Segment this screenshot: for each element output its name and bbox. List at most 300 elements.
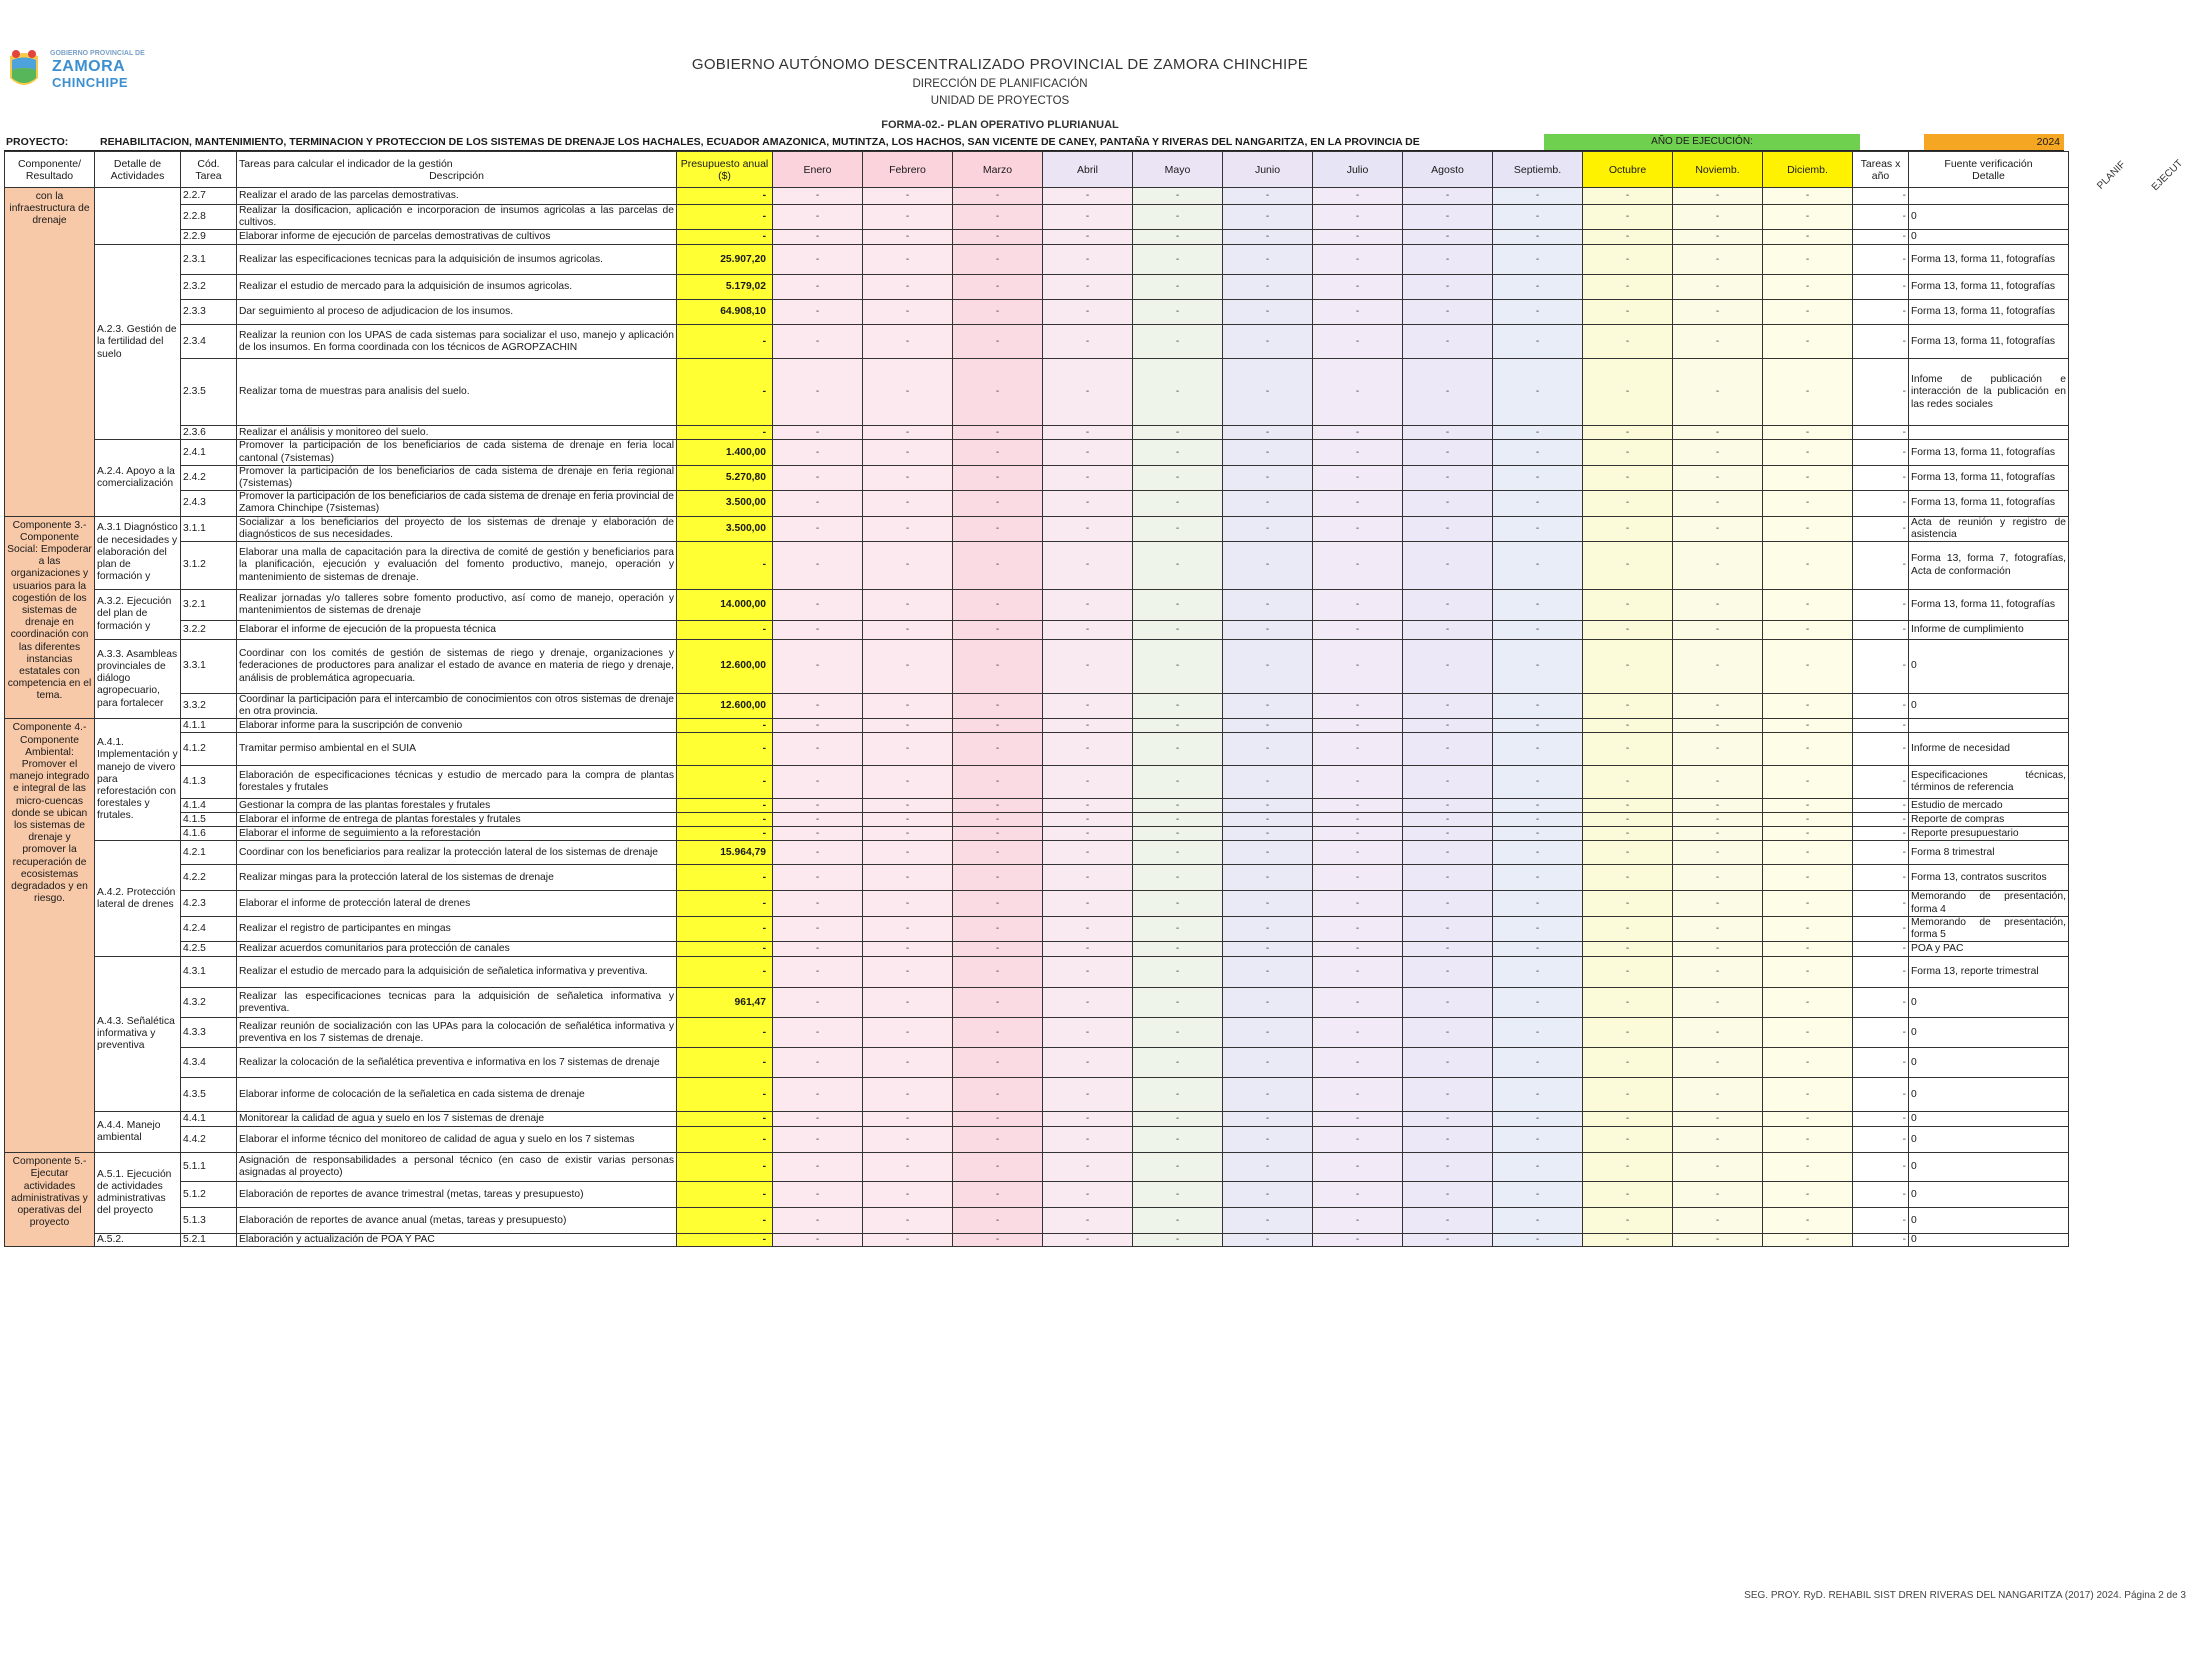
task-budget: - — [677, 188, 773, 205]
task-description: Realizar el análisis y monitoreo del suelo. — [237, 426, 677, 440]
task-code: 4.3.4 — [181, 1048, 237, 1078]
task-budget: 5.270,80 — [677, 465, 773, 490]
month-cell: - — [773, 813, 863, 827]
month-cell: - — [953, 988, 1043, 1018]
task-description: Realizar reunión de socialización con las UPAs para la colocación de señalética informativa y preventiva en los 7 sistemas de drenaje. — [237, 1018, 677, 1048]
verification-source: 0 — [1909, 205, 2069, 230]
activity-cell: A.3.3. Asambleas provinciales de diálogo agropecuario, para fortalecer — [95, 640, 181, 719]
month-cell: - — [863, 841, 953, 865]
month-cell: - — [1223, 988, 1313, 1018]
task-code: 2.2.7 — [181, 188, 237, 205]
verification-source: 0 — [1909, 1078, 2069, 1112]
col-tareas-title: Tareas para calcular el indicador de la gestión — [239, 157, 453, 170]
month-cell: - — [1673, 1234, 1763, 1247]
unit-subtitle: UNIDAD DE PROYECTOS — [930, 95, 1070, 107]
tasks-per-year: - — [1853, 916, 1909, 941]
month-cell: - — [1133, 300, 1223, 325]
tasks-per-year: - — [1853, 621, 1909, 640]
month-cell: - — [953, 1208, 1043, 1234]
col-month-4: Abril — [1043, 152, 1133, 188]
activity-cell: A.4.1. Implementación y manejo de vivero para reforestación con forestales y frutales. — [95, 719, 181, 841]
month-cell: - — [1223, 230, 1313, 245]
month-cell: - — [953, 891, 1043, 916]
task-description: Elaboración y actualización de POA Y PAC — [237, 1234, 677, 1247]
month-cell: - — [1763, 719, 1853, 733]
task-budget: 3.500,00 — [677, 491, 773, 516]
month-cell: - — [1493, 1234, 1583, 1247]
month-cell: - — [953, 957, 1043, 988]
task-budget: - — [677, 1182, 773, 1208]
month-cell: - — [1403, 1127, 1493, 1153]
month-cell: - — [1223, 440, 1313, 465]
month-cell: - — [1223, 465, 1313, 490]
col-month-11: Noviemb. — [1673, 152, 1763, 188]
month-cell: - — [863, 245, 953, 275]
month-cell: - — [953, 300, 1043, 325]
month-cell: - — [1763, 1153, 1853, 1182]
col-fuente-detalle: Detalle — [1972, 169, 2005, 182]
task-description: Realizar mingas para la protección lateral de los sistemas de drenaje — [237, 865, 677, 891]
month-cell: - — [1133, 957, 1223, 988]
month-cell: - — [773, 640, 863, 694]
month-cell: - — [1223, 188, 1313, 205]
month-cell: - — [953, 621, 1043, 640]
task-description: Elaboración de reportes de avance trimestral (metas, tareas y presupuesto) — [237, 1182, 677, 1208]
task-description: Realizar la colocación de la señalética preventiva e informativa en los 7 sistemas de drenaje — [237, 1048, 677, 1078]
month-cell: - — [1673, 841, 1763, 865]
month-cell: - — [773, 300, 863, 325]
month-cell: - — [1673, 1048, 1763, 1078]
month-cell: - — [1403, 275, 1493, 300]
month-cell: - — [1763, 694, 1853, 719]
month-cell: - — [1763, 865, 1853, 891]
month-cell: - — [1223, 766, 1313, 799]
table-row — [5, 865, 2069, 891]
verification-source: 0 — [1909, 988, 2069, 1018]
month-cell: - — [1583, 988, 1673, 1018]
task-description: Promover la participación de los beneficiarios de cada sistema de drenaje en feria regional (7sistemas) — [237, 465, 677, 490]
month-cell: - — [1493, 465, 1583, 490]
task-code: 4.3.2 — [181, 988, 237, 1018]
month-cell: - — [1673, 957, 1763, 988]
month-cell: - — [1673, 188, 1763, 205]
month-cell: - — [863, 1182, 953, 1208]
col-month-10: Octubre — [1583, 152, 1673, 188]
tasks-per-year: - — [1853, 465, 1909, 490]
month-cell: - — [1583, 542, 1673, 590]
task-budget: - — [677, 542, 773, 590]
month-cell: - — [1133, 465, 1223, 490]
task-code: 2.3.3 — [181, 300, 237, 325]
table-row — [5, 916, 2069, 941]
month-cell: - — [1133, 542, 1223, 590]
month-cell: - — [1043, 733, 1133, 766]
month-cell: - — [953, 694, 1043, 719]
month-cell: - — [1223, 621, 1313, 640]
month-cell: - — [1583, 1018, 1673, 1048]
task-description: Gestionar la compra de las plantas forestales y frutales — [237, 799, 677, 813]
verification-source: Forma 13, reporte trimestral — [1909, 957, 2069, 988]
month-cell: - — [773, 359, 863, 426]
col-componente: Componente/ Resultado — [5, 152, 95, 188]
verification-source: Memorando de presentación, forma 4 — [1909, 891, 2069, 916]
verification-source: Informe de cumplimiento — [1909, 621, 2069, 640]
task-budget: 3.500,00 — [677, 516, 773, 541]
task-description: Realizar jornadas y/o talleres sobre fomento productivo, así como de manejo, operación y mantenimientos de sistemas de drenaje — [237, 590, 677, 621]
month-cell: - — [1043, 542, 1133, 590]
month-cell: - — [953, 1234, 1043, 1247]
month-cell: - — [1223, 1182, 1313, 1208]
month-cell: - — [1133, 325, 1223, 359]
month-cell: - — [863, 1127, 953, 1153]
month-cell: - — [1493, 916, 1583, 941]
month-cell: - — [1583, 359, 1673, 426]
month-cell: - — [953, 799, 1043, 813]
month-cell: - — [1313, 245, 1403, 275]
month-cell: - — [1673, 230, 1763, 245]
table-row — [5, 827, 2069, 841]
table-row — [5, 1048, 2069, 1078]
tasks-per-year: - — [1853, 827, 1909, 841]
month-cell: - — [1493, 590, 1583, 621]
month-cell: - — [1583, 733, 1673, 766]
month-cell: - — [1043, 865, 1133, 891]
month-cell: - — [953, 516, 1043, 541]
month-cell: - — [773, 1127, 863, 1153]
table-row — [5, 188, 2069, 205]
month-cell: - — [1223, 245, 1313, 275]
month-cell: - — [1493, 325, 1583, 359]
month-cell: - — [953, 640, 1043, 694]
month-cell: - — [1583, 426, 1673, 440]
month-cell: - — [1223, 694, 1313, 719]
month-cell: - — [1043, 359, 1133, 426]
month-cell: - — [953, 491, 1043, 516]
month-cell: - — [1043, 813, 1133, 827]
month-cell: - — [1763, 988, 1853, 1018]
task-budget: 15.964,79 — [677, 841, 773, 865]
month-cell: - — [773, 1234, 863, 1247]
month-cell: - — [1763, 1127, 1853, 1153]
verification-source: Informe de necesidad — [1909, 733, 2069, 766]
task-budget: - — [677, 766, 773, 799]
task-budget: - — [677, 359, 773, 426]
month-cell: - — [863, 440, 953, 465]
month-cell: - — [773, 205, 863, 230]
month-cell: - — [863, 1112, 953, 1127]
task-code: 4.3.3 — [181, 1018, 237, 1048]
month-cell: - — [1583, 300, 1673, 325]
table-row — [5, 516, 2069, 541]
month-cell: - — [1133, 1182, 1223, 1208]
month-cell: - — [1763, 916, 1853, 941]
month-cell: - — [773, 733, 863, 766]
plan-table — [4, 151, 2069, 1247]
month-cell: - — [953, 325, 1043, 359]
month-cell: - — [953, 865, 1043, 891]
task-code: 2.4.1 — [181, 440, 237, 465]
month-cell: - — [1043, 891, 1133, 916]
task-code: 3.2.1 — [181, 590, 237, 621]
month-cell: - — [1313, 1018, 1403, 1048]
side-label-planif: PLANIF — [2095, 159, 2128, 192]
month-cell: - — [1763, 640, 1853, 694]
month-cell: - — [953, 813, 1043, 827]
month-cell: - — [1493, 865, 1583, 891]
col-month-5: Mayo — [1133, 152, 1223, 188]
month-cell: - — [1313, 733, 1403, 766]
tasks-per-year: - — [1853, 325, 1909, 359]
month-cell: - — [1763, 1078, 1853, 1112]
month-cell: - — [863, 516, 953, 541]
col-month-9: Septiemb. — [1493, 152, 1583, 188]
task-code: 2.4.2 — [181, 465, 237, 490]
month-cell: - — [1313, 841, 1403, 865]
task-code: 4.1.1 — [181, 719, 237, 733]
month-cell: - — [1763, 1234, 1853, 1247]
month-cell: - — [1763, 1208, 1853, 1234]
month-cell: - — [1673, 827, 1763, 841]
table-row — [5, 799, 2069, 813]
task-description: Elaborar una malla de capacitación para la directiva de comité de gestión y beneficiarios para la planificación, ejecución y evaluación del fomento productivo, manejo, operación y mantenimiento de sistemas de drenaje. — [237, 542, 677, 590]
task-budget: - — [677, 1234, 773, 1247]
table-row — [5, 1208, 2069, 1234]
month-cell: - — [863, 719, 953, 733]
verification-source — [1909, 719, 2069, 733]
month-cell: - — [1313, 1112, 1403, 1127]
month-cell: - — [773, 694, 863, 719]
month-cell: - — [1763, 1182, 1853, 1208]
month-cell: - — [1763, 1048, 1853, 1078]
month-cell: - — [1493, 891, 1583, 916]
month-cell: - — [1133, 1112, 1223, 1127]
task-budget: - — [677, 1153, 773, 1182]
month-cell: - — [1313, 516, 1403, 541]
month-cell: - — [1493, 766, 1583, 799]
activity-cell: A.4.3. Señalética informativa y preventiva — [95, 957, 181, 1112]
task-description: Realizar toma de muestras para analisis del suelo. — [237, 359, 677, 426]
verification-source: Especificaciones técnicas, términos de referencia — [1909, 766, 2069, 799]
month-cell: - — [773, 916, 863, 941]
tasks-per-year: - — [1853, 942, 1909, 957]
month-cell: - — [1043, 230, 1133, 245]
task-code: 4.2.3 — [181, 891, 237, 916]
month-cell: - — [863, 230, 953, 245]
verification-source: 0 — [1909, 640, 2069, 694]
month-cell: - — [1043, 325, 1133, 359]
month-cell: - — [1583, 1182, 1673, 1208]
task-budget: - — [677, 865, 773, 891]
task-budget: 64.908,10 — [677, 300, 773, 325]
tasks-per-year: - — [1853, 275, 1909, 300]
month-cell: - — [1403, 1208, 1493, 1234]
verification-source: Acta de reunión y registro de asistencia — [1909, 516, 2069, 541]
table-row — [5, 942, 2069, 957]
verification-source: 0 — [1909, 1153, 2069, 1182]
task-budget: 12.600,00 — [677, 694, 773, 719]
task-budget: 5.179,02 — [677, 275, 773, 300]
month-cell: - — [1403, 516, 1493, 541]
month-cell: - — [1403, 988, 1493, 1018]
month-cell: - — [1043, 1078, 1133, 1112]
task-code: 4.3.1 — [181, 957, 237, 988]
tasks-per-year: - — [1853, 245, 1909, 275]
month-cell: - — [1133, 813, 1223, 827]
month-cell: - — [1223, 275, 1313, 300]
month-cell: - — [1223, 813, 1313, 827]
month-cell: - — [1043, 916, 1133, 941]
month-cell: - — [1763, 245, 1853, 275]
activity-cell: A.4.2. Protección lateral de drenes — [95, 841, 181, 957]
month-cell: - — [1673, 516, 1763, 541]
task-description: Asignación de responsabilidades a personal técnico (en caso de existir varias personas asignadas al proyecto) — [237, 1153, 677, 1182]
task-description: Realizar las especificaciones tecnicas para la adquisición de insumos agricolas. — [237, 245, 677, 275]
month-cell: - — [863, 1018, 953, 1048]
month-cell: - — [863, 426, 953, 440]
month-cell: - — [1673, 891, 1763, 916]
month-cell: - — [863, 1153, 953, 1182]
month-cell: - — [1493, 813, 1583, 827]
task-description: Elaborar el informe de ejecución de la propuesta técnica — [237, 621, 677, 640]
task-budget: - — [677, 1048, 773, 1078]
tasks-per-year: - — [1853, 1208, 1909, 1234]
verification-source: Forma 13, contratos suscritos — [1909, 865, 2069, 891]
month-cell: - — [1313, 426, 1403, 440]
department-subtitle: DIRECCIÓN DE PLANIFICACIÓN — [912, 78, 1088, 90]
month-cell: - — [1133, 426, 1223, 440]
month-cell: - — [1313, 865, 1403, 891]
month-cell: - — [1493, 1153, 1583, 1182]
month-cell: - — [773, 590, 863, 621]
month-cell: - — [1313, 205, 1403, 230]
month-cell: - — [1403, 188, 1493, 205]
month-cell: - — [1583, 1208, 1673, 1234]
month-cell: - — [773, 516, 863, 541]
month-cell: - — [1133, 916, 1223, 941]
month-cell: - — [773, 841, 863, 865]
month-cell: - — [1133, 1208, 1223, 1234]
month-cell: - — [953, 1182, 1043, 1208]
verification-source: Forma 13, forma 11, fotografías — [1909, 590, 2069, 621]
month-cell: - — [1223, 1127, 1313, 1153]
month-cell: - — [953, 440, 1043, 465]
table-row — [5, 719, 2069, 733]
month-cell: - — [863, 491, 953, 516]
tasks-per-year: - — [1853, 694, 1909, 719]
month-cell: - — [773, 1078, 863, 1112]
month-cell: - — [1673, 1112, 1763, 1127]
task-code: 2.2.8 — [181, 205, 237, 230]
table-row — [5, 230, 2069, 245]
month-cell: - — [953, 188, 1043, 205]
col-month-12: Diciemb. — [1763, 152, 1853, 188]
month-cell: - — [1493, 1208, 1583, 1234]
month-cell: - — [953, 1153, 1043, 1182]
task-code: 2.3.6 — [181, 426, 237, 440]
month-cell: - — [1583, 799, 1673, 813]
month-cell: - — [1313, 813, 1403, 827]
month-cell: - — [1403, 491, 1493, 516]
month-cell: - — [1583, 465, 1673, 490]
month-cell: - — [1763, 733, 1853, 766]
task-description: Monitorear la calidad de agua y suelo en los 7 sistemas de drenaje — [237, 1112, 677, 1127]
tasks-per-year: - — [1853, 590, 1909, 621]
month-cell: - — [1313, 827, 1403, 841]
tasks-per-year: - — [1853, 891, 1909, 916]
task-code: 5.1.3 — [181, 1208, 237, 1234]
task-code: 5.2.1 — [181, 1234, 237, 1247]
task-code: 4.4.2 — [181, 1127, 237, 1153]
month-cell: - — [1673, 916, 1763, 941]
task-description: Realizar la dosificacion, aplicación e incorporacion de insumos agricolas a las parcelas de cultivos. — [237, 205, 677, 230]
month-cell: - — [1133, 516, 1223, 541]
month-cell: - — [1043, 245, 1133, 275]
month-cell: - — [1763, 891, 1853, 916]
month-cell: - — [1673, 1182, 1763, 1208]
tasks-per-year: - — [1853, 733, 1909, 766]
month-cell: - — [1223, 426, 1313, 440]
month-cell: - — [1043, 640, 1133, 694]
month-cell: - — [1493, 733, 1583, 766]
month-cell: - — [1763, 827, 1853, 841]
month-cell: - — [953, 1018, 1043, 1048]
form-title: FORMA-02.- PLAN OPERATIVO PLURIANUAL — [881, 119, 1119, 131]
task-description: Realizar el registro de participantes en mingas — [237, 916, 677, 941]
task-description: Elaborar el informe de protección lateral de drenes — [237, 891, 677, 916]
month-cell: - — [953, 590, 1043, 621]
month-cell: - — [1493, 719, 1583, 733]
month-cell: - — [1133, 1153, 1223, 1182]
task-description: Coordinar con los beneficiarios para realizar la protección lateral de los sistemas de drenaje — [237, 841, 677, 865]
month-cell: - — [953, 1078, 1043, 1112]
month-cell: - — [1403, 1153, 1493, 1182]
month-cell: - — [1583, 766, 1673, 799]
month-cell: - — [773, 465, 863, 490]
month-cell: - — [1403, 440, 1493, 465]
tasks-per-year: - — [1853, 440, 1909, 465]
month-cell: - — [953, 542, 1043, 590]
task-description: Realizar la reunion con los UPAS de cada sistemas para socializar el uso, manejo y aplicación de los insumos. En forma coordinada con los técnicos de AGROPZACHIN — [237, 325, 677, 359]
month-cell: - — [1763, 205, 1853, 230]
activity-cell: A.2.4. Apoyo a la comercialización — [95, 440, 181, 516]
month-cell: - — [1583, 275, 1673, 300]
month-cell: - — [863, 1048, 953, 1078]
month-cell: - — [1043, 426, 1133, 440]
task-description: Elaborar informe de ejecución de parcelas demostrativas de cultivos — [237, 230, 677, 245]
month-cell: - — [863, 694, 953, 719]
month-cell: - — [1583, 694, 1673, 719]
month-cell: - — [1763, 957, 1853, 988]
component-cell: Componente 5.- Ejecutar actividades administrativas y operativas del proyecto — [5, 1153, 95, 1247]
month-cell: - — [1133, 440, 1223, 465]
month-cell: - — [1673, 275, 1763, 300]
month-cell: - — [1673, 942, 1763, 957]
month-cell: - — [863, 590, 953, 621]
month-cell: - — [1493, 1048, 1583, 1078]
month-cell: - — [1133, 590, 1223, 621]
plan-body — [5, 188, 2069, 1247]
month-cell: - — [1583, 841, 1673, 865]
month-cell: - — [773, 988, 863, 1018]
month-cell: - — [1403, 719, 1493, 733]
activity-cell: A.3.2. Ejecución del plan de formación y — [95, 590, 181, 640]
table-row — [5, 300, 2069, 325]
task-code: 4.1.6 — [181, 827, 237, 841]
month-cell: - — [1043, 491, 1133, 516]
table-row — [5, 359, 2069, 426]
month-cell: - — [1493, 230, 1583, 245]
plan-sheet — [4, 134, 2064, 1247]
